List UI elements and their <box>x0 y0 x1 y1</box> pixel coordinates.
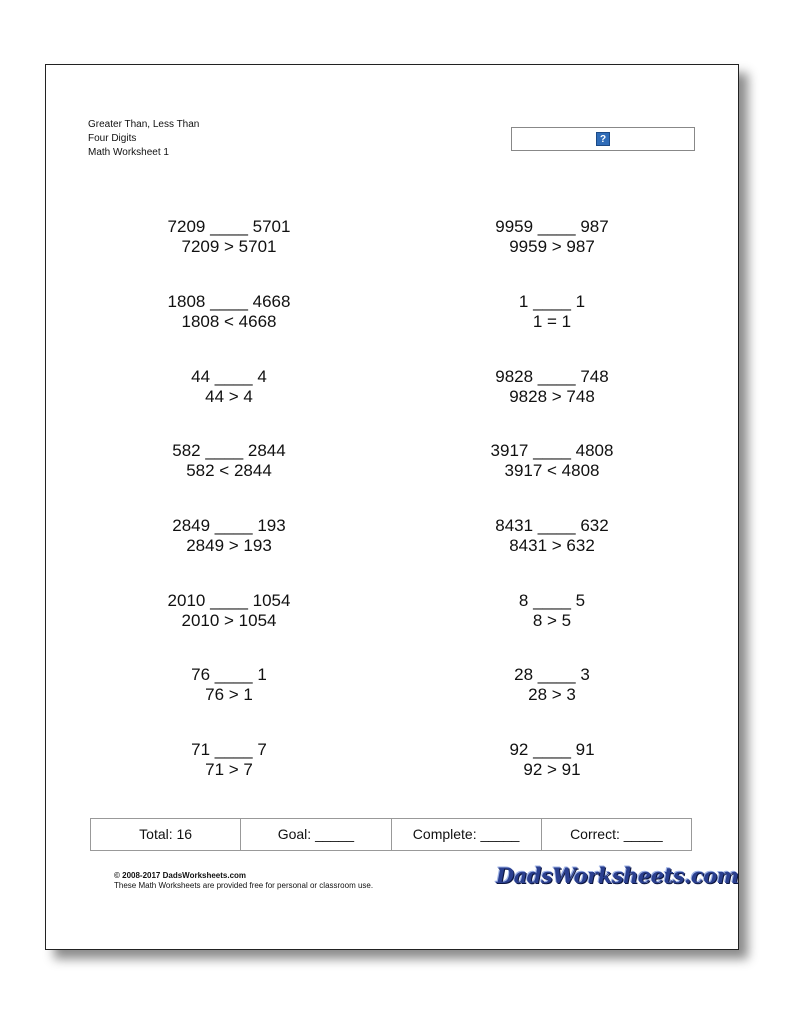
problem-answer: 8 > 5 <box>532 611 572 630</box>
problem-answer: 1 = 1 <box>532 312 572 331</box>
problem-item <box>432 441 672 481</box>
problem-item <box>432 591 672 631</box>
problem-answer: 3917 < 4808 <box>504 461 600 480</box>
problem-answer: 9959 > 987 <box>509 237 595 256</box>
help-icon[interactable]: ? <box>596 132 610 146</box>
problem-question: 2849 ____ 193 <box>172 516 286 535</box>
problem-answer: 2010 > 1054 <box>181 611 277 630</box>
name-box[interactable] <box>511 127 695 151</box>
problem-item <box>432 367 672 407</box>
total-cell: Total: 16 <box>91 819 241 850</box>
problem-question: 3917 ____ 4808 <box>490 441 614 460</box>
problem-item <box>109 665 349 705</box>
correct-cell[interactable]: Correct: _____ <box>570 826 663 842</box>
problem-answer: 44 > 4 <box>205 387 253 406</box>
worksheet-header <box>88 118 199 160</box>
goal-cell[interactable]: Goal: _____ <box>241 819 391 850</box>
problem-question: 8 ____ 5 <box>518 591 586 610</box>
problem-answer: 92 > 91 <box>523 760 581 779</box>
problem-item <box>432 292 672 332</box>
problem-item <box>432 217 672 257</box>
worksheet-page <box>45 64 739 950</box>
copyright-notice <box>114 871 373 891</box>
problem-answer: 582 < 2844 <box>186 461 272 480</box>
problem-item <box>109 217 349 257</box>
problem-item <box>109 591 349 631</box>
worksheet-number: Math Worksheet 1 <box>88 147 169 158</box>
problem-item <box>432 740 672 780</box>
brand-logo[interactable]: DadsWorksheets.com <box>496 863 739 888</box>
problem-item <box>109 516 349 556</box>
problem-answer: 76 > 1 <box>205 685 253 704</box>
problem-question: 92 ____ 91 <box>509 740 595 759</box>
problem-answer: 8431 > 632 <box>509 536 595 555</box>
problem-answer: 9828 > 748 <box>509 387 595 406</box>
problem-question: 71 ____ 7 <box>191 740 267 759</box>
problem-question: 44 ____ 4 <box>191 367 267 386</box>
problem-question: 7209 ____ 5701 <box>167 217 291 236</box>
score-table <box>90 818 692 851</box>
complete-cell[interactable]: Complete: _____ <box>392 819 542 850</box>
problem-item <box>432 665 672 705</box>
copyright-line: © 2008-2017 DadsWorksheets.com <box>114 871 247 880</box>
problem-item <box>109 441 349 481</box>
problem-question: 2010 ____ 1054 <box>167 591 291 610</box>
problem-question: 582 ____ 2844 <box>172 441 286 460</box>
worksheet-subtitle: Four Digits <box>88 133 137 144</box>
problem-question: 9959 ____ 987 <box>495 217 609 236</box>
problem-question: 9828 ____ 748 <box>495 367 609 386</box>
problem-question: 1808 ____ 4668 <box>167 292 291 311</box>
problem-item <box>432 516 672 556</box>
worksheet-title: Greater Than, Less Than <box>88 119 200 130</box>
problem-item <box>109 740 349 780</box>
problem-item <box>109 292 349 332</box>
problem-item <box>109 367 349 407</box>
problem-question: 8431 ____ 632 <box>495 516 609 535</box>
problem-question: 1 ____ 1 <box>518 292 586 311</box>
usage-note: These Math Worksheets are provided free for personal or classroom use. <box>114 881 374 890</box>
problem-answer: 1808 < 4668 <box>181 312 277 331</box>
problem-answer: 7209 > 5701 <box>181 237 277 256</box>
problem-question: 76 ____ 1 <box>191 665 267 684</box>
problem-answer: 2849 > 193 <box>186 536 272 555</box>
problem-answer: 71 > 7 <box>205 760 253 779</box>
problem-answer: 28 > 3 <box>528 685 576 704</box>
problem-question: 28 ____ 3 <box>514 665 590 684</box>
